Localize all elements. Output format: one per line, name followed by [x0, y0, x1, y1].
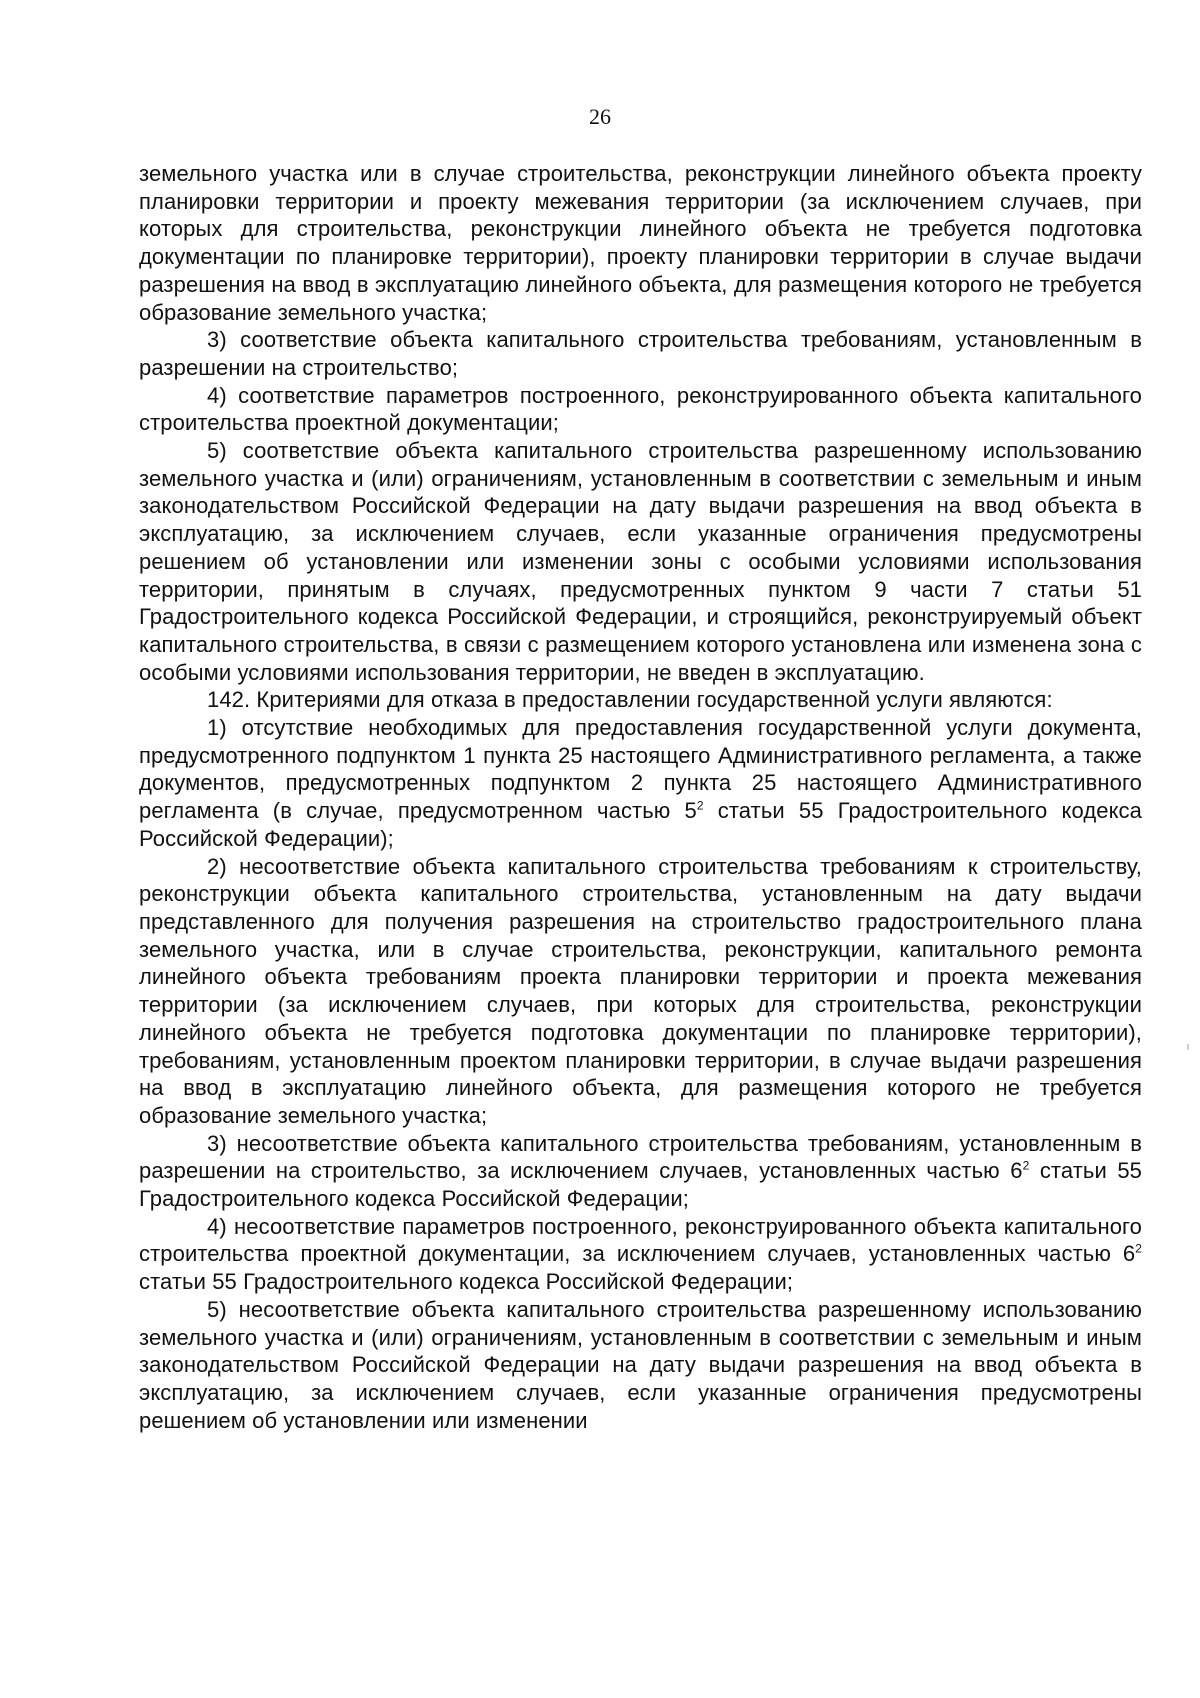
paragraph-refusal-item-5: 5) несоответствие объекта капитального строительства разрешенному использованию земельного участка и (или) ограничениям, установленным в соответствии с земельным и иным законодательством Российской Федерации на дату выдачи разрешения на ввод объекта в эксплуатацию, за исключением случаев, если указанные ограничения предусмотрены решением об установлении или изменении: [139, 1296, 1142, 1433]
paragraph-refusal-item-2: 2) несоответствие объекта капитального строительства требованиям к строительству, реконструкции объекта капитального строительства, установленным на дату выдачи представленного для получения разрешения на строительство градостроительного плана земельного участка, или в случае строительства, реконструкции, капитального ремонта линейного объекта требованиям проекта планировки территории и проекта межевания территории (за исключением случаев, при которых для строительства, реконструкции линейного объекта не требуется подготовка документации по планировке территории), требованиям, установленным проектом планировки территории, в случае выдачи разрешения на ввод в эксплуатацию линейного объекта, для размещения которого не требуется образование земельного участка;: [139, 853, 1142, 1128]
paragraph-item-4: 4) соответствие параметров построенного, реконструированного объекта капитального строительства проектной документации;: [139, 382, 1142, 436]
superscript: 2: [1022, 1158, 1030, 1173]
text-segment: статьи 55 Градостроительного кодекса Российской Федерации;: [139, 1158, 1142, 1212]
paragraph-item-5: 5) соответствие объекта капитального строительства разрешенному использованию земельного участка и (или) ограничениям, установленным в соответствии с земельным и иным законодательством Российской Федерации на дату выдачи разрешения на ввод объекта в эксплуатацию, за исключением случаев, если указанные ограничения предусмотрены решением об установлении или изменении зоны с особыми условиями использования территории, принятым в случаях, предусмотренных пунктом 9 части 7 статьи 51 Градостроительного кодекса Российской Федерации, и строящийся, реконструируемый объект капитального строительства, в связи с размещением которого установлена или изменена зона с особыми условиями использования территории, не введен в эксплуатацию.: [139, 438, 1142, 685]
paragraph-refusal-item-4: [139, 1213, 1142, 1296]
superscript: 2: [1135, 1242, 1142, 1257]
paragraph-refusal-item-3: [139, 1130, 1142, 1213]
page-number: 26: [589, 104, 611, 129]
paragraph-refusal-item-1: [139, 714, 1142, 853]
text-segment: статьи 55 Градостроительного кодекса Российской Федерации);: [139, 798, 1142, 851]
document-body: [139, 160, 1142, 1434]
text-segment: 1) отсутствие необходимых для предоставления государственной услуги документа, предусмотренного подпунктом 1 пункта 25 настоящего Административного регламента, а также документов, предусмотренных подпунктом 2 пункта 25 настоящего Административного регламента (в случае, предусмотренном частью 5: [139, 715, 1142, 824]
paragraph-continuation: земельного участка или в случае строительства, реконструкции линейного объекта проекту планировки территории и проекту межевания территории (за исключением случаев, при которых для строительства, реконструкции линейного объекта не требуется подготовка документации по планировке территории), проекту планировки территории в случае выдачи разрешения на ввод в эксплуатацию линейного объекта, для размещения которого не требуется образование земельного участка;: [139, 161, 1142, 325]
paragraph-section-142: 142. Критериями для отказа в предоставлении государственной услуги являются:: [207, 687, 1053, 713]
paragraph-item-3: 3) соответствие объекта капитального строительства требованиям, установленным в разрешении на строительство;: [139, 327, 1142, 380]
text-segment: 4) несоответствие параметров построенного, реконструированного объекта капитального строительства проектной документации, за исключением случаев, установленных частью 6: [139, 1213, 1142, 1267]
scan-mark: [1187, 1044, 1189, 1050]
text-segment: 3) несоответствие объекта капитального строительства требованиям, установленным в разрешении на строительство, за исключением случаев, установленных частью 6: [139, 1130, 1142, 1184]
text-segment: статьи 55 Градостроительного кодекса Российской Федерации;: [139, 1269, 794, 1295]
superscript: 2: [696, 798, 704, 813]
